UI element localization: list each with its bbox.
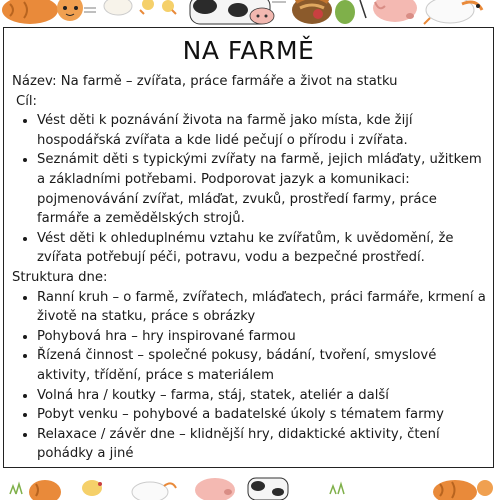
goal-item: • Vést děti k ohleduplnému vztahu ke zvířatům, k uvědomění, že zvířata potřebují péči, potravu, vodu a bezpečné prostředí. bbox=[37, 229, 490, 268]
pig-icon bbox=[195, 478, 235, 500]
page-title: NA FARMĚ bbox=[182, 36, 315, 65]
goals-heading: Cíl: bbox=[16, 93, 37, 109]
turkey-icon bbox=[292, 0, 366, 24]
goals-list bbox=[12, 111, 490, 268]
structure-list bbox=[12, 288, 490, 464]
structure-item: • Pohybová hra – hry inspirované farmou bbox=[37, 327, 490, 347]
structure-item: • Řízená činnost – společné pokusy, bádání, tvoření, smyslové aktivity, třídění, práce s materiálem bbox=[37, 346, 490, 385]
cow-icon bbox=[190, 0, 286, 24]
structure-item: • Relaxace / závěr dne – klidnější hry, didaktické aktivity, čtení pohádky a jiné bbox=[37, 425, 490, 464]
cow-icon bbox=[248, 478, 288, 500]
grass-icon bbox=[10, 484, 22, 494]
cat-icon bbox=[433, 480, 493, 500]
document-body bbox=[12, 72, 490, 464]
structure-heading: Struktura dne: bbox=[12, 269, 108, 285]
content-card bbox=[3, 27, 494, 468]
goose-icon bbox=[424, 0, 482, 24]
grass-icon bbox=[330, 484, 344, 494]
bottom-decoration-strip bbox=[0, 468, 500, 500]
top-decoration-strip bbox=[0, 0, 500, 30]
pig-icon bbox=[373, 0, 417, 22]
structure-item: • Ranní kruh – o farmě, zvířatech, mláďatech, práci farmáře, krmení a životě na statku, práce s obrázky bbox=[37, 288, 490, 327]
goose-icon bbox=[132, 482, 176, 500]
name-line: Název: Na farmě – zvířata, práce farmáře a život na statku bbox=[12, 74, 398, 89]
cat-icon bbox=[2, 0, 96, 24]
chicken-icon bbox=[104, 0, 176, 15]
goal-item: • Seznámit děti s typickými zvířaty na farmě, jejich mláďaty, užitkem a základními potřebami. Podporovat jazyk a komunikaci: pojmenovávání zvířat, mláďat, zvuků, prostředí farmy, práce farmáře a zemědělských strojů. bbox=[37, 150, 490, 228]
cat-icon bbox=[29, 480, 61, 500]
structure-item: • Pobyt venku – pohybové a badatelské úkoly s tématem farmy bbox=[37, 405, 490, 425]
structure-item: • Volná hra / koutky – farma, stáj, statek, ateliér a další bbox=[37, 386, 490, 406]
goal-item: • Vést děti k poznávání života na farmě jako místa, kde žijí hospodářská zvířata a kde lidé pečují o přírodu i zvířata. bbox=[37, 111, 490, 150]
chicken-icon bbox=[82, 480, 102, 496]
